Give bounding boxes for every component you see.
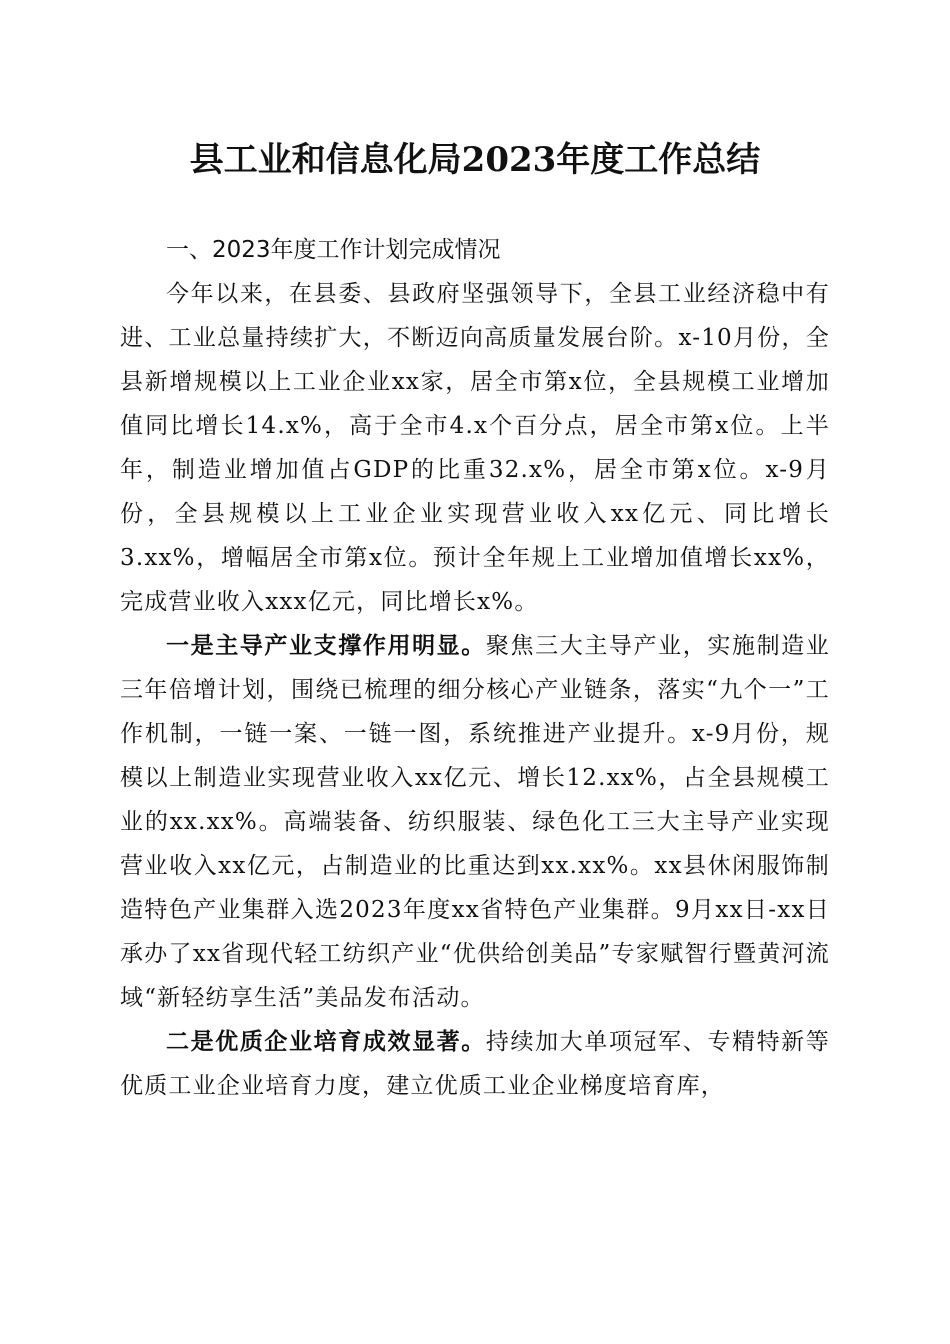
document-title: 县工业和信息化局2023年度工作总结	[189, 140, 761, 180]
paragraph-body-text: 聚焦三大主导产业，实施制造业三年倍增计划，围绕已梳理的细分核心产业链条，落实“九个一”工作机制，一链一案、一链一图，系统推进产业提升。x-9月份，规模以上制造业实现营业收入xx亿元、增长12.xx%，占全县规模工业的xx.xx%。高端装备、纺织服装、绿色化工三大主导产业实现营业收入xx亿元，占制造业的比重达到xx.xx%。xx县休闲服饰制造特色产业集群入选2023年度xx省特色产业集群。9月xx日-xx日承办了xx省现代轻工纺织产业“优供给创美品”专家赋智行暨黄河流域“新轻纺享生活”美品发布活动。	[120, 633, 830, 1011]
paragraph-body-text: 持续加大单项冠军、专精特新等优质工业企业培育力度，建立优质工业企业梯度培育库，	[120, 1029, 830, 1099]
paragraph-overview: 今年以来，在县委、县政府坚强领导下，全县工业经济稳中有进、工业总量持续扩大，不断迈向高质量发展台阶。x-10月份，全县新增规模以上工业企业xx家，居全市第x位，全县规模工业增加值同比增长14.x%，高于全市4.x个百分点，居全市第x位。上半年，制造业增加值占GDP的比重32.x%，居全市第x位。x-9月份，全县规模以上工业企业实现营业收入xx亿元、同比增长3.xx%，增幅居全市第x位。预计全年规上工业增加值增长xx%，完成营业收入xxx亿元，同比增长x%。	[120, 281, 830, 615]
section-heading: 一、2023年度工作计划完成情况	[166, 237, 501, 263]
paragraph-leading-industries	[120, 624, 830, 1020]
paragraph-lead-text: 二是优质企业培育成效显著。	[166, 1028, 486, 1055]
paragraph-lead-text: 一是主导产业支撑作用明显。	[166, 632, 486, 659]
document-body	[120, 228, 830, 1108]
paragraph-quality-enterprises	[120, 1020, 830, 1108]
